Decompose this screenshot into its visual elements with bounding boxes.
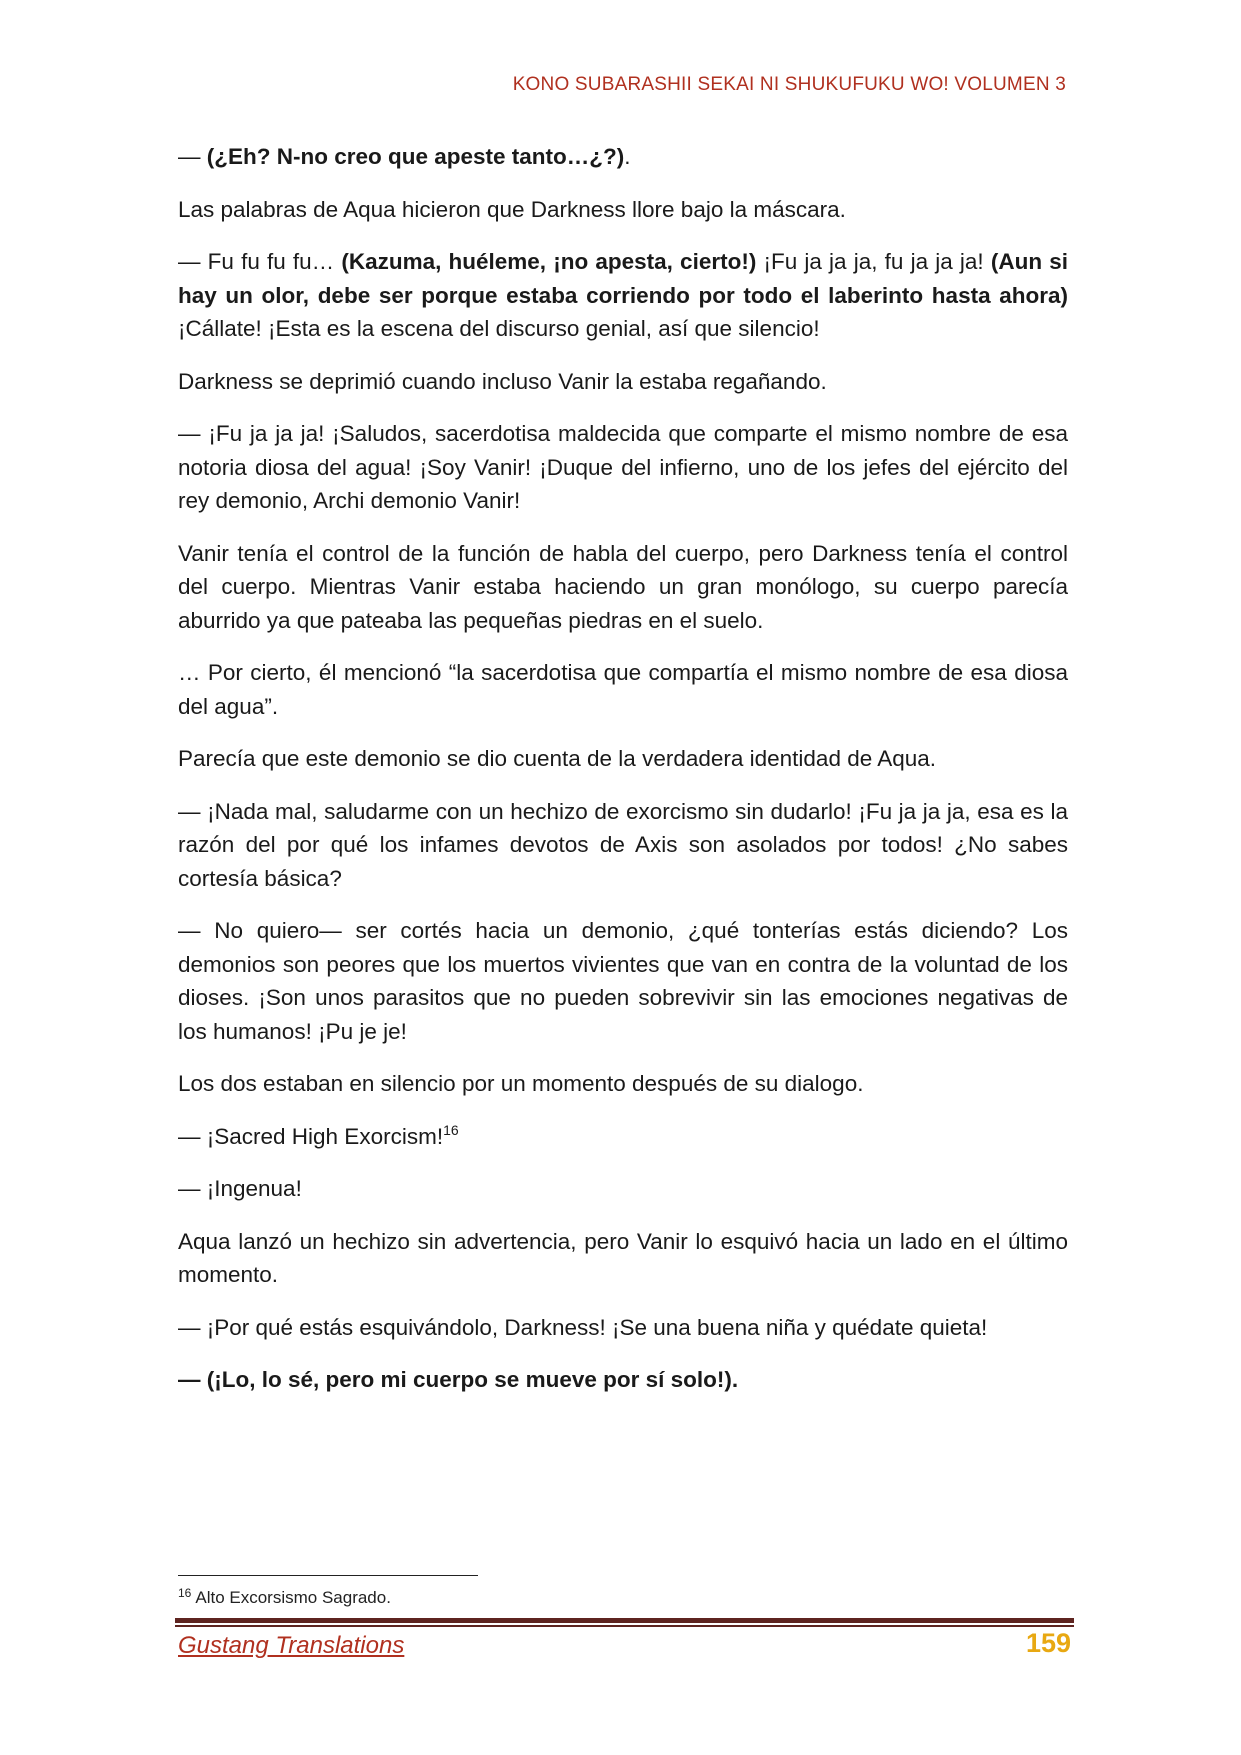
text-run: . [624, 144, 631, 169]
paragraph [178, 193, 1068, 227]
paragraph [178, 1120, 1068, 1154]
paragraph [178, 140, 1068, 174]
paragraph [178, 1363, 1068, 1397]
paragraph [178, 417, 1068, 518]
footer-rule [175, 1618, 1074, 1623]
text-run: … Por cierto, él mencionó “la sacerdotisa que compartía el mismo nombre de esa diosa del agua”. [178, 660, 1068, 719]
paragraph [178, 1172, 1068, 1206]
footer-rule-thin [175, 1625, 1074, 1627]
footnote [178, 1588, 391, 1608]
text-run: — ¡Sacred High Exorcism! [178, 1123, 444, 1149]
paragraph [178, 914, 1068, 1048]
text-run: — ¡Nada mal, saludarme con un hechizo de exorcismo sin dudarlo! ¡Fu ja ja ja, esa es la razón del por qué los infames devotos de Axis son asolados por todos! ¿No sabes cortesía básica? [178, 798, 1068, 891]
text-run: — ¡Fu ja ja ja! ¡Saludos, sacerdotisa maldecida que comparte el mismo nombre de esa notoria diosa del agua! ¡Soy Vanir! ¡Duque del infierno, uno de los jefes del ejército del rey demonio, Archi demonio Vanir! [178, 421, 1068, 513]
text-run: Darkness se deprimió cuando incluso Vanir la estaba regañando. [178, 368, 827, 394]
paragraph [178, 795, 1068, 896]
footnote-text: Alto Excorsismo Sagrado. [195, 1588, 391, 1607]
paragraph [178, 1311, 1068, 1345]
bold-text: (Aun si hay un olor, debe ser porque estaba corriendo por todo el laberinto hasta ahora) [178, 249, 1068, 308]
paragraph [178, 245, 1068, 346]
text-run: — [178, 144, 207, 169]
footnote-number: 16 [178, 1586, 192, 1600]
text-run: — No quiero— ser cortés hacia un demonio, ¿qué tonterías estás diciendo? Los demonios son peores que los muertos vivientes que van en contra de la voluntad de los dioses. ¡Son unos parasitos que no pueden sobrevivir sin las emociones negativas de los humanos! ¡Pu je je! [178, 918, 1068, 1044]
footnote-divider [178, 1575, 478, 1576]
paragraph [178, 1225, 1068, 1292]
text-run: ¡Fu ja ja ja, fu ja ja ja! [756, 249, 991, 274]
running-header: KONO SUBARASHII SEKAI NI SHUKUFUKU WO! VOLUMEN 3 [512, 74, 1066, 95]
paragraph [178, 1067, 1068, 1101]
bold-text: (Kazuma, huéleme, ¡no apesta, cierto!) [341, 249, 757, 274]
bold-text: (¿Eh? N-no creo que apeste tanto…¿?) [206, 144, 625, 169]
paragraph [178, 656, 1068, 723]
text-run: Los dos estaban en silencio por un momento después de su dialogo. [178, 1071, 864, 1096]
text-run: — ¡Por qué estás esquivándolo, Darkness! ¡Se una buena niña y quédate quieta! [178, 1314, 988, 1340]
footnote-reference[interactable]: 16 [443, 1121, 459, 1138]
bold-text: — (¡Lo, lo sé, pero mi cuerpo se mueve por sí solo!). [178, 1367, 739, 1392]
text-run: — Fu fu fu fu… [178, 249, 342, 274]
page-body [178, 140, 1068, 1416]
text-run: Vanir tenía el control de la función de habla del cuerpo, pero Darkness tenía el control del cuerpo. Mientras Vanir estaba haciendo un gran monólogo, su cuerpo parecía aburrido ya que pateaba las pequeñas piedras en el suelo. [178, 540, 1068, 633]
text-run: ¡Cállate! ¡Esta es la escena del discurso genial, así que silencio! [178, 316, 820, 341]
page-number: 159 [1025, 1628, 1071, 1658]
text-run: Las palabras de Aqua hicieron que Darkness llore bajo la máscara. [178, 196, 846, 222]
paragraph [178, 742, 1068, 776]
text-run: Aqua lanzó un hechizo sin advertencia, pero Vanir lo esquivó hacia un lado en el último momento. [178, 1228, 1068, 1287]
translator-credit-link[interactable]: Gustang Translations [178, 1632, 405, 1659]
paragraph [178, 365, 1068, 399]
text-run: Parecía que este demonio se dio cuenta de la verdadera identidad de Aqua. [178, 746, 937, 771]
text-run: — ¡Ingenua! [178, 1176, 302, 1201]
paragraph [178, 537, 1068, 638]
